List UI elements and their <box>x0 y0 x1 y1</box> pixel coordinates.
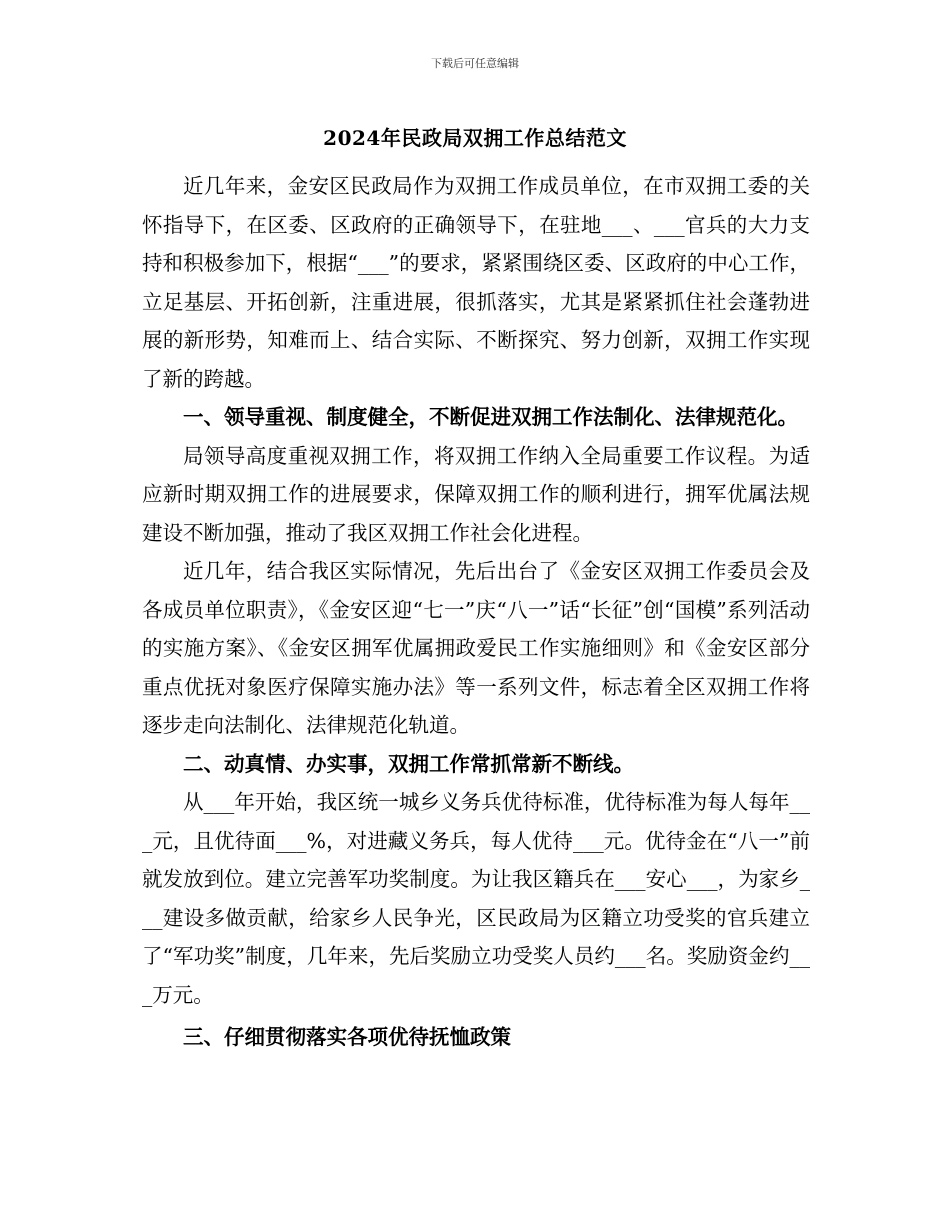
intro-paragraph: 近几年来，金安区民政局作为双拥工作成员单位，在市双拥工委的关怀指导下，在区委、区政府的正确领导下，在驻地___、___官兵的大力支持和积极参加下，根据“___”的要求，紧紧围绕区委、区政府的中心工作，立足基层、开拓创新，注重进展，很抓落实，尤其是紧紧抓住社会蓬勃进展的新形势，知难而上、结合实际、不断探究、努力创新，双拥工作实现了新的跨越。 <box>142 174 810 391</box>
section-heading-1: 一、领导重视、制度健全，不断促进双拥工作法制化、法律规范化。 <box>183 405 798 429</box>
section-heading-2: 二、动真情、办实事，双拥工作常抓常新不断线。 <box>183 751 634 776</box>
section-1-paragraph-2: 近几年，结合我区实际情况，先后出台了《金安区双拥工作委员会及各成员单位职责》，《金安区迎“七一”庆“八一”话“长征”创“国模”系列活动的实施方案》、《金安区拥军优属拥政爱民工作实施细则》和《金安区部分重点优抚对象医疗保障实施办法》等一系列文件，标志着全区双拥工作将逐步走向法制化、法律规范化轨道。 <box>142 559 810 737</box>
page-header-note: 下载后可任意编辑 <box>431 57 519 70</box>
document-body <box>142 167 810 1057</box>
section-heading-3: 三、仔细贯彻落实各项优待抚恤政策 <box>183 1025 511 1049</box>
document-title: 2024年民政局双拥工作总结范文 <box>323 126 627 150</box>
section-1-paragraph-1: 局领导高度重视双拥工作，将双拥工作纳入全局重要工作议程。为适应新时期双拥工作的进展要求，保障双拥工作的顺利进行，拥军优属法规建设不断加强，推动了我区双拥工作社会化进程。 <box>142 443 810 545</box>
section-2-paragraph-1: 从___年开始，我区统一城乡义务兵优待标准，优待标准为每人每年___元，且优待面___%，对进藏义务兵，每人优待___元。优待金在“八一”前就发放到位。建立完善军功奖制度。为让我区籍兵在___安心___，为家乡___建设多做贡献，给家乡人民争光，区民政局为区籍立功受奖的官兵建立了“军功奖”制度，几年来，先后奖励立功受奖人员约___名。奖励资金约___万元。 <box>142 790 810 1007</box>
